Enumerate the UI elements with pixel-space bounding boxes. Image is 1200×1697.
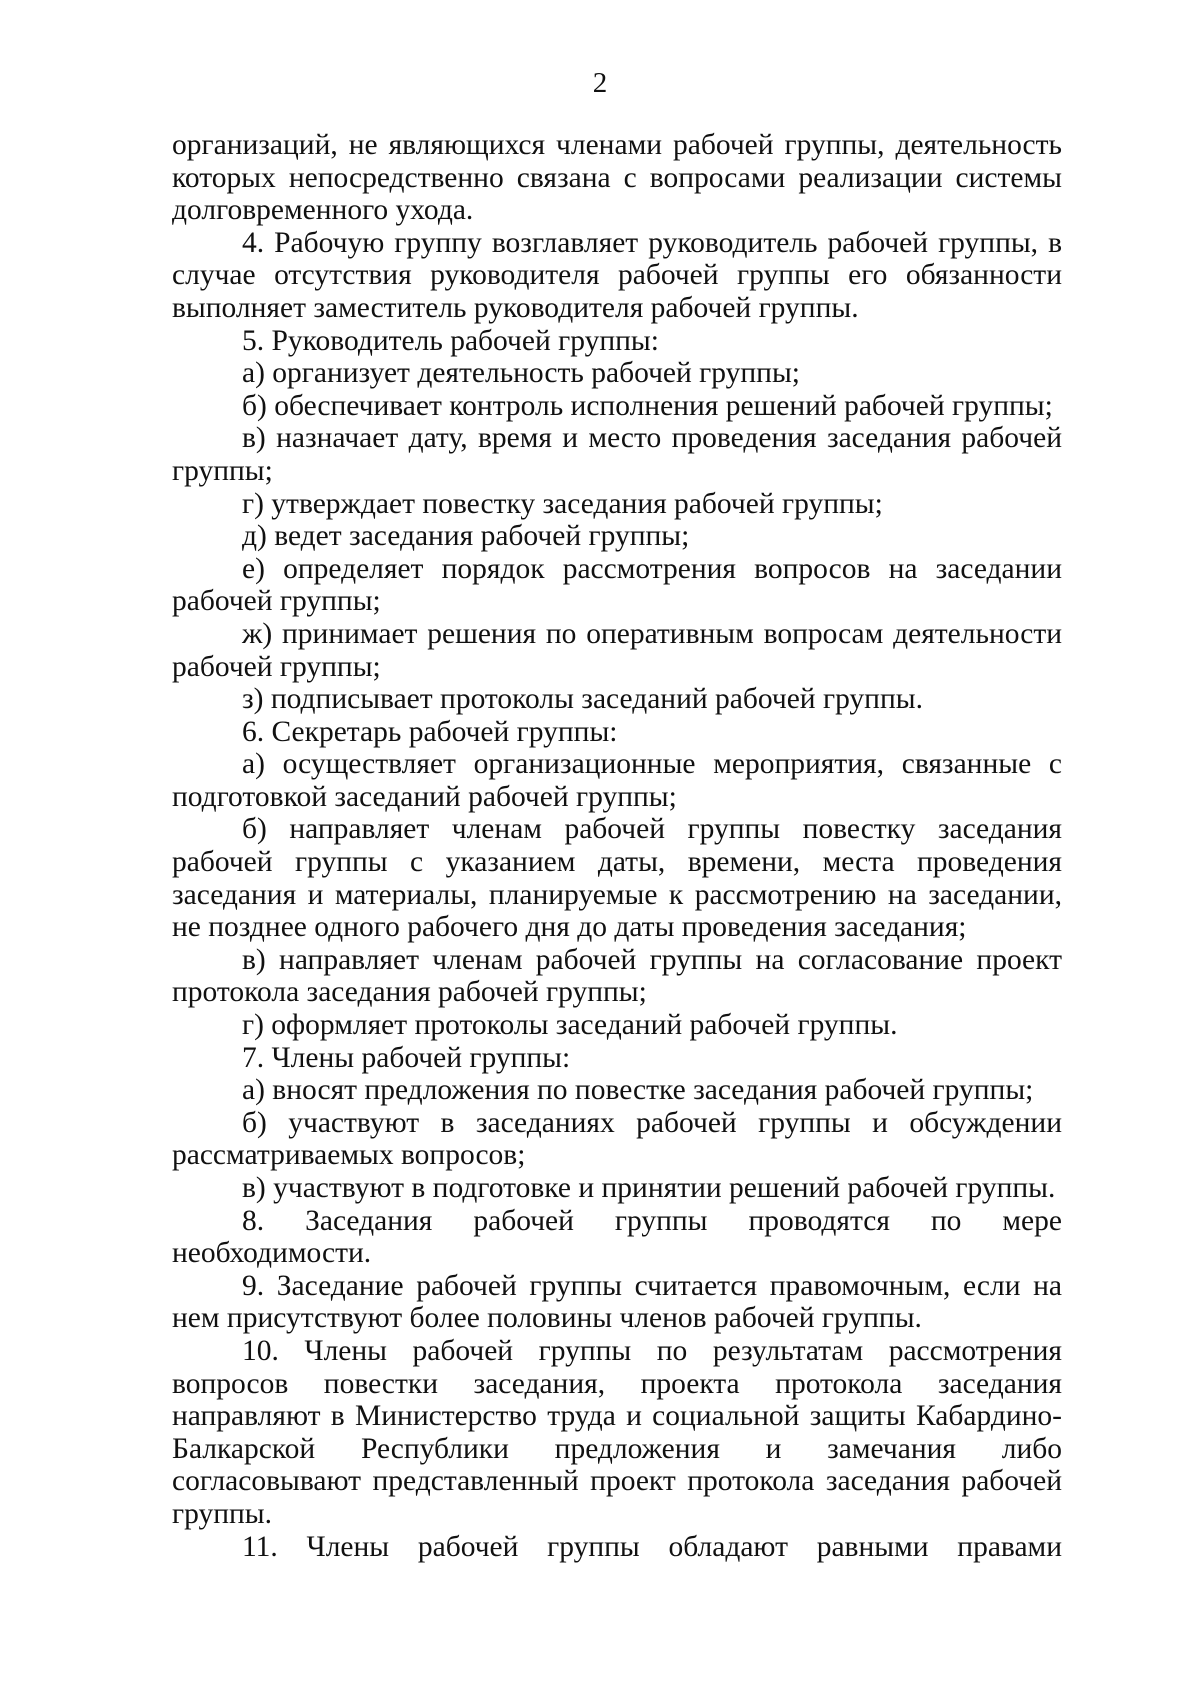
paragraph: организаций, не являющихся членами рабочей группы, деятельность которых непосредственно связана с вопросами реализации системы долговременного ухода. [172, 129, 1062, 227]
paragraph: 4. Рабочую группу возглавляет руководитель рабочей группы, в случае отсутствия руководителя рабочей группы его обязанности выполняет заместитель руководителя рабочей группы. [172, 226, 1062, 324]
paragraph: ж) принимает решения по оперативным вопросам деятельности рабочей группы; [172, 617, 1062, 683]
paragraph: е) определяет порядок рассмотрения вопросов на заседании рабочей группы; [172, 552, 1062, 618]
paragraph: д) ведет заседания рабочей группы; [242, 520, 690, 553]
paragraph: а) осуществляет организационные мероприятия, связанные с подготовкой заседаний рабочей группы; [172, 748, 1062, 813]
paragraph: 10. Члены рабочей группы по результатам рассмотрения вопросов повестки заседания, проекта протокола заседания направляют в Министерство труда и социальной защиты Кабардино-Балкарской Республики предложения и замечания либо согласовывают представленный проект протокола заседания рабочей группы. [172, 1334, 1062, 1530]
paragraph: б) обеспечивает контроль исполнения решений рабочей группы; [242, 389, 1053, 422]
document-body [172, 129, 1062, 1563]
paragraph: г) утверждает повестку заседания рабочей группы; [242, 487, 883, 520]
paragraph: в) направляет членам рабочей группы на согласование проект протокола заседания рабочей группы; [172, 943, 1062, 1009]
paragraph: 7. Члены рабочей группы: [242, 1041, 571, 1074]
paragraph: в) назначает дату, время и место проведения заседания рабочей группы; [172, 422, 1062, 487]
paragraph: 8. Заседания рабочей группы проводятся по мере необходимости. [172, 1204, 1062, 1270]
paragraph: б) направляет членам рабочей группы повестку заседания рабочей группы с указанием даты, времени, места проведения заседания и материалы, планируемые к рассмотрению на заседании, не позднее одного рабочего дня до даты проведения заседания; [172, 813, 1062, 944]
paragraph: 5. Руководитель рабочей группы: [242, 324, 659, 357]
paragraph: 11. Члены рабочей группы обладают равными правами [242, 1530, 1062, 1563]
paragraph: 9. Заседание рабочей группы считается правомочным, если на нем присутствуют более половины членов рабочей группы. [172, 1269, 1062, 1335]
paragraph: б) участвуют в заседаниях рабочей группы и обсуждении рассматриваемых вопросов; [172, 1106, 1062, 1172]
paragraph: а) организует деятельность рабочей группы; [242, 357, 800, 390]
paragraph: а) вносят предложения по повестке заседания рабочей группы; [242, 1074, 1034, 1107]
paragraph: в) участвуют в подготовке и принятии решений рабочей группы. [242, 1172, 1056, 1204]
page-number: 2 [592, 67, 608, 99]
paragraph: з) подписывает протоколы заседаний рабочей группы. [242, 683, 923, 716]
paragraph: г) оформляет протоколы заседаний рабочей группы. [242, 1009, 898, 1042]
paragraph: 6. Секретарь рабочей группы: [242, 715, 618, 748]
